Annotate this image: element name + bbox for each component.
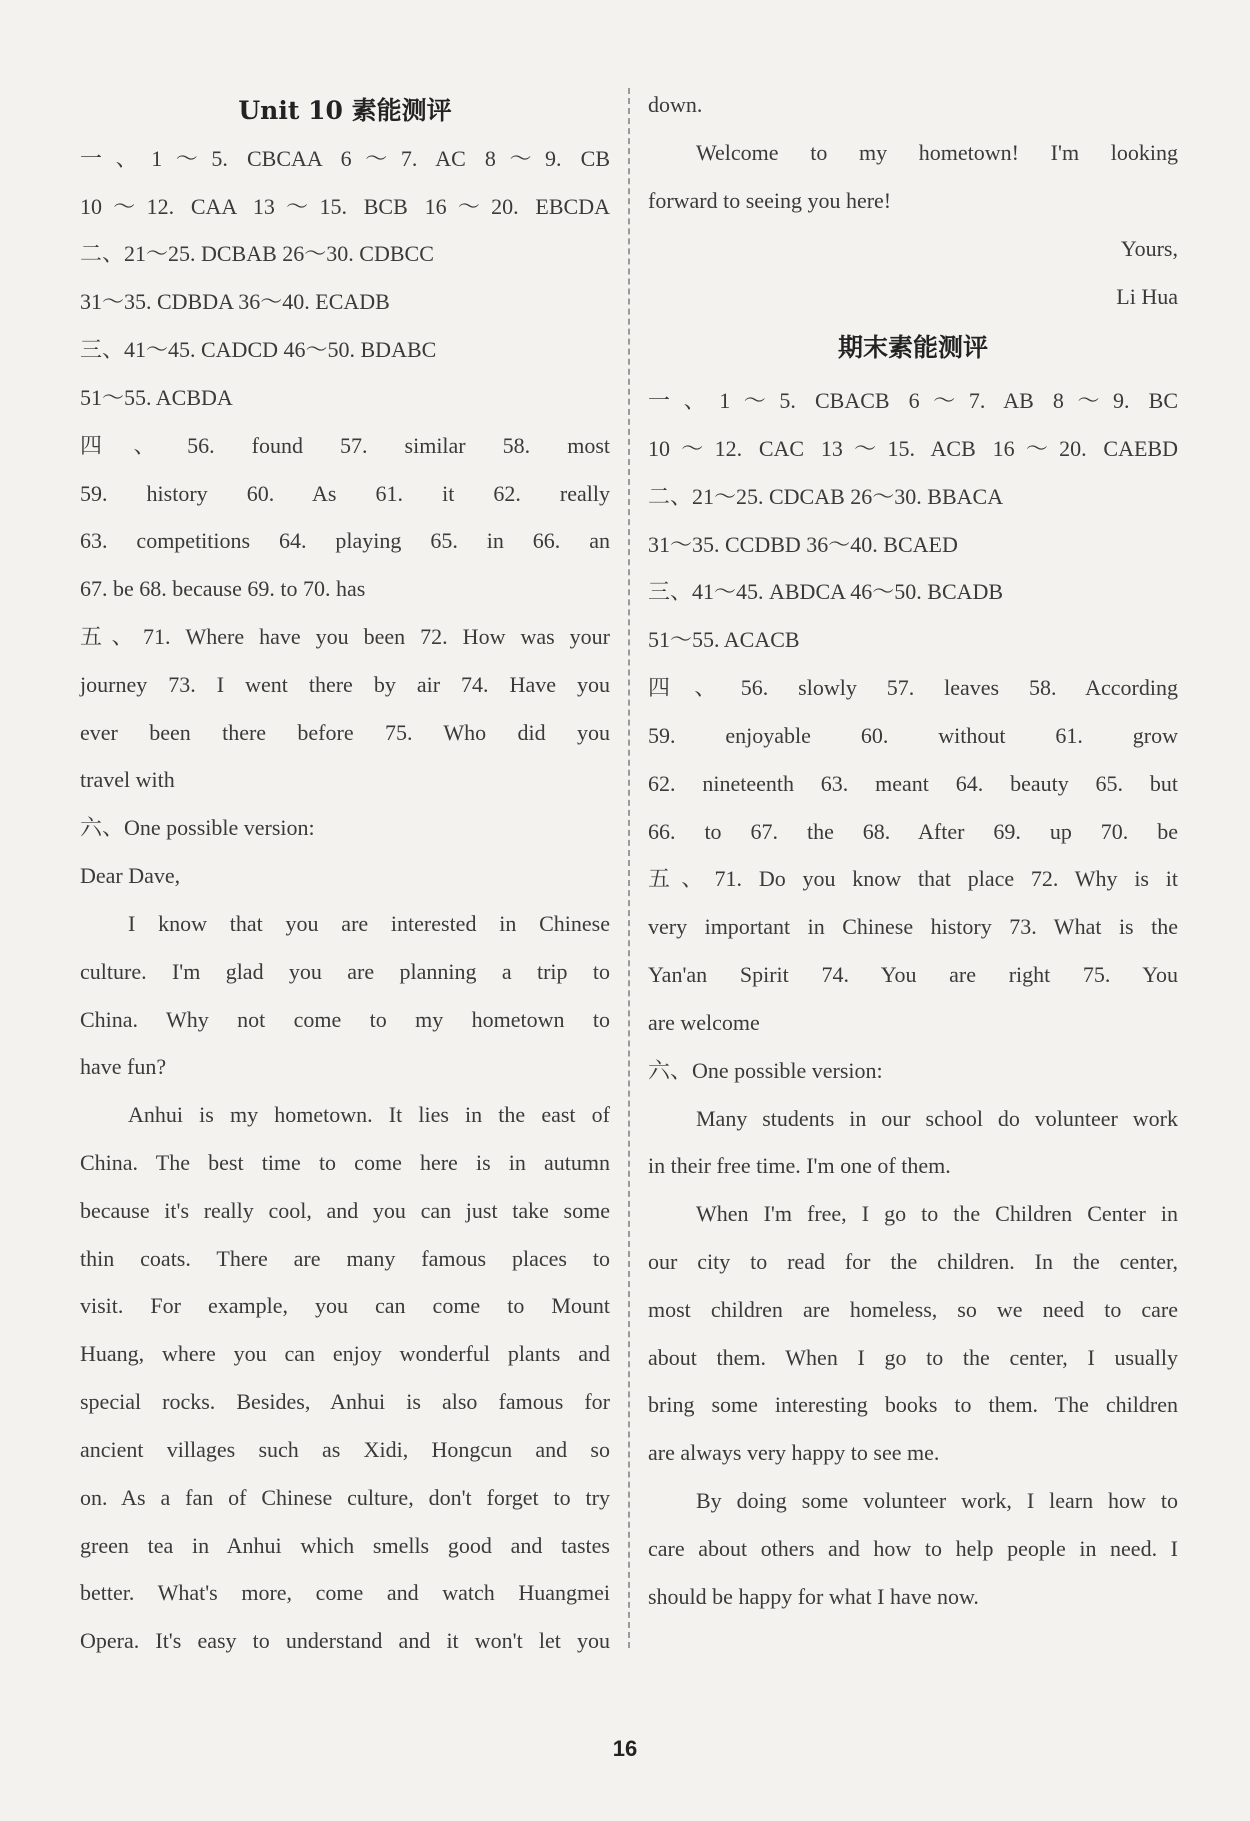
answer-line: 一、1～5. CBACB 6～7. AB 8～9. BC xyxy=(648,388,1178,413)
essay-line: By doing some volunteer work, I learn how to xyxy=(696,1488,1178,1513)
essay-line: forward to seeing you here! xyxy=(648,188,892,213)
answer-line: 59. history 60. As 61. it 62. really xyxy=(80,481,610,506)
essay-line: care about others and how to help people in need. I xyxy=(648,1536,1178,1561)
writing-label: 六、One possible version: xyxy=(648,1058,883,1083)
essay-line: culture. I'm glad you are planning a trip to xyxy=(80,959,610,984)
essay-line: on. As a fan of Chinese culture, don't forget to try xyxy=(80,1485,610,1510)
answer-line: 62. nineteenth 63. meant 64. beauty 65. but xyxy=(648,771,1178,796)
essay-line: are always very happy to see me. xyxy=(648,1440,940,1465)
answer-line: 三、41～45. ABDCA 46～50. BCADB xyxy=(648,579,1004,604)
answer-line: journey 73. I went there by air 74. Have you xyxy=(80,672,610,697)
essay-line: green tea in Anhui which smells good and tastes xyxy=(80,1533,610,1558)
letter-closing: Yours, xyxy=(1120,236,1178,261)
essay-line: Huang, where you can enjoy wonderful plants and xyxy=(80,1341,610,1366)
answer-line: very important in Chinese history 73. What is the xyxy=(648,914,1178,939)
answer-line: 一、1～5. CBCAA 6～7. AC 8～9. CB xyxy=(80,146,610,171)
letter-greeting: Dear Dave, xyxy=(80,863,181,888)
answer-line: 四、56. found 57. similar 58. most xyxy=(80,433,610,458)
essay-line: have fun? xyxy=(80,1054,167,1079)
essay-line: When I'm free, I go to the Children Center in xyxy=(696,1201,1178,1226)
essay-line: about them. When I go to the center, I usually xyxy=(648,1345,1178,1370)
essay-line: bring some interesting books to them. The children xyxy=(648,1392,1178,1417)
essay-line: our city to read for the children. In the center, xyxy=(648,1249,1178,1274)
unit10-heading: Unit 10 素能测评 xyxy=(238,96,452,125)
answer-line: 10～12. CAC 13～15. ACB 16～20. CAEBD xyxy=(648,436,1178,461)
essay-line: Many students in our school do volunteer work xyxy=(696,1106,1178,1131)
answer-line: 59. enjoyable 60. without 61. grow xyxy=(648,723,1178,748)
essay-line: better. What's more, come and watch Huangmei xyxy=(80,1580,610,1605)
essay-line: Opera. It's easy to understand and it won't let you xyxy=(80,1628,610,1653)
essay-line: most children are homeless, so we need to care xyxy=(648,1297,1178,1322)
answer-line: 五、71. Do you know that place 72. Why is it xyxy=(648,866,1178,891)
essay-line: Welcome to my hometown! I'm looking xyxy=(696,140,1178,165)
answer-line: are welcome xyxy=(648,1010,760,1035)
column-divider xyxy=(628,88,630,1648)
essay-line: I know that you are interested in Chinese xyxy=(128,911,610,936)
page-number: 16 xyxy=(612,1736,638,1761)
answer-line: Yan'an Spirit 74. You are right 75. You xyxy=(648,962,1178,987)
essay-line: should be happy for what I have now. xyxy=(648,1584,979,1609)
answer-line: 三、41～45. CADCD 46～50. BDABC xyxy=(80,337,437,362)
essay-line: ancient villages such as Xidi, Hongcun and so xyxy=(80,1437,610,1462)
answer-line: 31～35. CCDBD 36～40. BCAED xyxy=(648,532,958,557)
writing-label: 六、One possible version: xyxy=(80,815,315,840)
final-test-heading: 期末素能测评 xyxy=(837,333,988,362)
essay-line: thin coats. There are many famous places to xyxy=(80,1246,610,1271)
essay-line: special rocks. Besides, Anhui is also famous for xyxy=(80,1389,610,1414)
essay-line: because it's really cool, and you can just take some xyxy=(80,1198,610,1223)
letter-signature: Li Hua xyxy=(1116,284,1178,309)
answer-line: 66. to 67. the 68. After 69. up 70. be xyxy=(648,819,1178,844)
answer-line: 五、71. Where have you been 72. How was your xyxy=(80,624,610,649)
answer-line: 二、21～25. CDCAB 26～30. BBACA xyxy=(648,484,1004,509)
essay-line: Anhui is my hometown. It lies in the east of xyxy=(128,1102,610,1127)
answer-line: 二、21～25. DCBAB 26～30. CDBCC xyxy=(80,241,434,266)
answer-line: 31～35. CDBDA 36～40. ECADB xyxy=(80,289,390,314)
answer-line: 10～12. CAA 13～15. BCB 16～20. EBCDA xyxy=(80,194,610,219)
answer-line: ever been there before 75. Who did you xyxy=(80,720,610,745)
essay-line: in their free time. I'm one of them. xyxy=(648,1153,951,1178)
answer-line: travel with xyxy=(80,767,175,792)
answer-line: 51～55. ACACB xyxy=(648,627,800,652)
essay-line: China. The best time to come here is in autumn xyxy=(80,1150,610,1175)
answer-line: 四、56. slowly 57. leaves 58. According xyxy=(648,675,1178,700)
essay-line: visit. For example, you can come to Mount xyxy=(80,1293,610,1318)
essay-line: China. Why not come to my hometown to xyxy=(80,1007,610,1032)
answer-line: 63. competitions 64. playing 65. in 66. an xyxy=(80,528,610,553)
essay-line: down. xyxy=(648,92,703,117)
answer-line: 67. be 68. because 69. to 70. has xyxy=(80,576,366,601)
answer-line: 51～55. ACBDA xyxy=(80,385,233,410)
